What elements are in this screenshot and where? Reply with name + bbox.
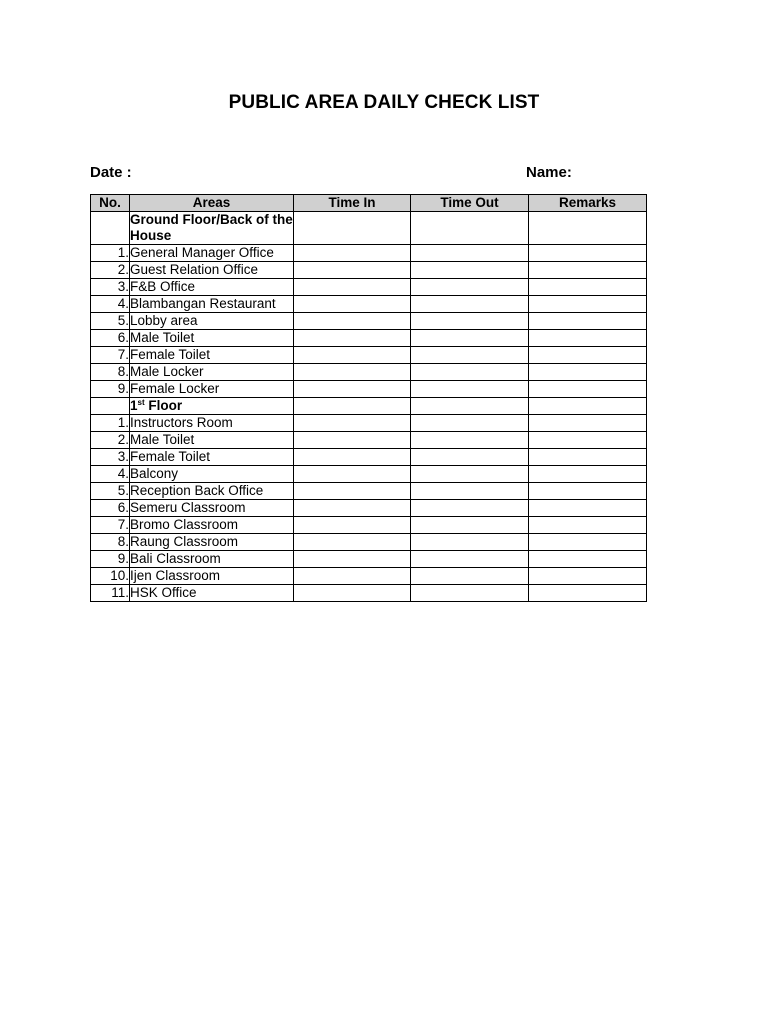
- area-name: Bromo Classroom: [130, 517, 294, 534]
- row-number: 11.: [91, 585, 130, 602]
- time-out-cell[interactable]: [411, 296, 529, 313]
- time-in-cell[interactable]: [294, 432, 411, 449]
- row-number: 6.: [91, 330, 130, 347]
- table-row: [91, 415, 647, 432]
- time-in-cell[interactable]: [294, 296, 411, 313]
- row-number: 10.: [91, 568, 130, 585]
- table-row: [91, 534, 647, 551]
- table-row: [91, 245, 647, 262]
- time-out-cell[interactable]: [411, 517, 529, 534]
- area-name: Male Toilet: [130, 432, 294, 449]
- area-name: HSK Office: [130, 585, 294, 602]
- time-out-cell[interactable]: [411, 415, 529, 432]
- section-no-cell: [91, 398, 130, 415]
- table-row: [91, 262, 647, 279]
- remarks-cell[interactable]: [529, 517, 647, 534]
- time-in-cell[interactable]: [294, 364, 411, 381]
- area-name: Blambangan Restaurant: [130, 296, 294, 313]
- remarks-cell[interactable]: [529, 398, 647, 415]
- time-out-cell[interactable]: [411, 551, 529, 568]
- time-in-cell[interactable]: [294, 517, 411, 534]
- time-out-cell[interactable]: [411, 585, 529, 602]
- time-in-cell[interactable]: [294, 483, 411, 500]
- remarks-cell[interactable]: [529, 347, 647, 364]
- area-name: F&B Office: [130, 279, 294, 296]
- table-row: [91, 500, 647, 517]
- floor-ordinal-suffix: st: [137, 398, 145, 407]
- time-in-cell[interactable]: [294, 568, 411, 585]
- row-number: 4.: [91, 296, 130, 313]
- table-row: [91, 364, 647, 381]
- time-out-cell[interactable]: [411, 568, 529, 585]
- header-time-in: Time In: [294, 195, 411, 212]
- header-no: No.: [91, 195, 130, 212]
- remarks-cell[interactable]: [529, 381, 647, 398]
- remarks-cell[interactable]: [529, 279, 647, 296]
- area-name: Reception Back Office: [130, 483, 294, 500]
- remarks-cell[interactable]: [529, 313, 647, 330]
- section-no-cell: [91, 212, 130, 245]
- time-in-cell[interactable]: [294, 415, 411, 432]
- time-in-cell[interactable]: [294, 347, 411, 364]
- time-out-cell[interactable]: [411, 381, 529, 398]
- time-out-cell[interactable]: [411, 398, 529, 415]
- table-row: [91, 347, 647, 364]
- area-name: Female Locker: [130, 381, 294, 398]
- area-name: General Manager Office: [130, 245, 294, 262]
- section-row-ground-floor: [91, 212, 647, 245]
- area-name: Female Toilet: [130, 449, 294, 466]
- time-in-cell[interactable]: [294, 449, 411, 466]
- time-in-cell[interactable]: [294, 212, 411, 245]
- area-name: Raung Classroom: [130, 534, 294, 551]
- row-number: 5.: [91, 313, 130, 330]
- remarks-cell[interactable]: [529, 415, 647, 432]
- header-areas: Areas: [130, 195, 294, 212]
- table-row: [91, 517, 647, 534]
- table-row: [91, 483, 647, 500]
- table-row: [91, 381, 647, 398]
- header-remarks: Remarks: [529, 195, 647, 212]
- row-number: 6.: [91, 500, 130, 517]
- area-name: Semeru Classroom: [130, 500, 294, 517]
- table-header-row: [91, 195, 647, 212]
- time-out-cell[interactable]: [411, 466, 529, 483]
- row-number: 2.: [91, 432, 130, 449]
- table-row: [91, 296, 647, 313]
- time-in-cell[interactable]: [294, 381, 411, 398]
- time-out-cell[interactable]: [411, 347, 529, 364]
- time-in-cell[interactable]: [294, 585, 411, 602]
- time-out-cell[interactable]: [411, 432, 529, 449]
- time-in-cell[interactable]: [294, 330, 411, 347]
- row-number: 9.: [91, 551, 130, 568]
- area-name: Lobby area: [130, 313, 294, 330]
- row-number: 1.: [91, 245, 130, 262]
- time-in-cell[interactable]: [294, 279, 411, 296]
- area-name: Guest Relation Office: [130, 262, 294, 279]
- row-number: 7.: [91, 517, 130, 534]
- time-in-cell[interactable]: [294, 551, 411, 568]
- time-out-cell[interactable]: [411, 330, 529, 347]
- remarks-cell[interactable]: [529, 568, 647, 585]
- area-name: Male Locker: [130, 364, 294, 381]
- remarks-cell[interactable]: [529, 330, 647, 347]
- section-row-first-floor: [91, 398, 647, 415]
- table-row: [91, 551, 647, 568]
- time-out-cell[interactable]: [411, 364, 529, 381]
- time-out-cell[interactable]: [411, 500, 529, 517]
- area-name: Bali Classroom: [130, 551, 294, 568]
- row-number: 1.: [91, 415, 130, 432]
- table-row: [91, 279, 647, 296]
- row-number: 8.: [91, 364, 130, 381]
- date-label: Date :: [90, 164, 132, 181]
- row-number: 8.: [91, 534, 130, 551]
- checklist-table: [90, 194, 647, 602]
- document-title: PUBLIC AREA DAILY CHECK LIST: [228, 92, 540, 113]
- time-out-cell[interactable]: [411, 483, 529, 500]
- section-first-floor-label: [130, 398, 294, 415]
- table-row: [91, 432, 647, 449]
- row-number: 4.: [91, 466, 130, 483]
- remarks-cell[interactable]: [529, 534, 647, 551]
- remarks-cell[interactable]: [529, 500, 647, 517]
- time-in-cell[interactable]: [294, 500, 411, 517]
- table-row: [91, 585, 647, 602]
- time-out-cell[interactable]: [411, 245, 529, 262]
- floor-word: Floor: [148, 398, 183, 413]
- area-name: Balcony: [130, 466, 294, 483]
- time-out-cell[interactable]: [411, 279, 529, 296]
- time-in-cell[interactable]: [294, 398, 411, 415]
- table-row: [91, 330, 647, 347]
- remarks-cell[interactable]: [529, 483, 647, 500]
- row-number: 9.: [91, 381, 130, 398]
- remarks-cell[interactable]: [529, 585, 647, 602]
- area-name: Female Toilet: [130, 347, 294, 364]
- section-ground-floor-label: Ground Floor/Back of the House: [130, 212, 293, 243]
- floor-number: 1: [130, 398, 138, 413]
- table-row: [91, 568, 647, 585]
- remarks-cell[interactable]: [529, 262, 647, 279]
- row-number: 3.: [91, 279, 130, 296]
- remarks-cell[interactable]: [529, 466, 647, 483]
- area-name: Instructors Room: [130, 415, 294, 432]
- remarks-cell[interactable]: [529, 551, 647, 568]
- remarks-cell[interactable]: [529, 449, 647, 466]
- time-in-cell[interactable]: [294, 262, 411, 279]
- remarks-cell[interactable]: [529, 245, 647, 262]
- time-out-cell[interactable]: [411, 534, 529, 551]
- row-number: 3.: [91, 449, 130, 466]
- row-number: 2.: [91, 262, 130, 279]
- remarks-cell[interactable]: [529, 432, 647, 449]
- area-name: Ijen Classroom: [130, 568, 294, 585]
- name-label: Name:: [526, 164, 572, 181]
- table-row: [91, 466, 647, 483]
- time-out-cell[interactable]: [411, 262, 529, 279]
- time-out-cell[interactable]: [411, 313, 529, 330]
- row-number: 5.: [91, 483, 130, 500]
- remarks-cell[interactable]: [529, 364, 647, 381]
- remarks-cell[interactable]: [529, 296, 647, 313]
- time-out-cell[interactable]: [411, 449, 529, 466]
- time-in-cell[interactable]: [294, 245, 411, 262]
- row-number: 7.: [91, 347, 130, 364]
- time-in-cell[interactable]: [294, 534, 411, 551]
- table-row: [91, 449, 647, 466]
- time-in-cell[interactable]: [294, 313, 411, 330]
- header-time-out: Time Out: [411, 195, 529, 212]
- time-in-cell[interactable]: [294, 466, 411, 483]
- area-name: Male Toilet: [130, 330, 294, 347]
- table-row: [91, 313, 647, 330]
- remarks-cell[interactable]: [529, 212, 647, 245]
- time-out-cell[interactable]: [411, 212, 529, 245]
